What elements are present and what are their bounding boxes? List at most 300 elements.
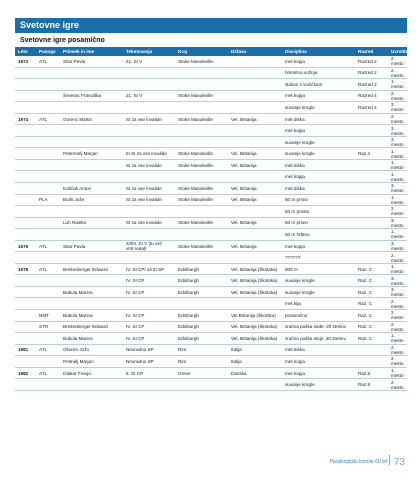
table-row	[15, 136, 407, 148]
table-cell: 1981	[15, 344, 36, 356]
table-cell: 3. mesto	[388, 125, 407, 137]
table-cell	[355, 252, 388, 264]
table-cell	[60, 79, 123, 91]
table-cell: Razred 2	[355, 67, 388, 79]
table-row	[15, 67, 407, 79]
table-cell: 2. mesto	[388, 113, 407, 125]
table-row	[15, 229, 407, 241]
table-cell	[15, 148, 36, 160]
table-cell	[355, 206, 388, 218]
table-cell	[355, 171, 388, 183]
table-cell	[15, 321, 36, 333]
table-cell: 1. mesto	[388, 148, 407, 160]
table-cell	[36, 159, 60, 171]
table-cell: met kopja	[282, 56, 355, 67]
table-cell	[123, 102, 175, 114]
table-cell: Raz. C	[355, 298, 388, 310]
table-cell: hitrostna vožnja	[282, 67, 355, 79]
table-cell	[15, 171, 36, 183]
table-row	[15, 113, 407, 125]
table-row	[15, 321, 407, 333]
table-cell: 50 m prsno	[282, 194, 355, 206]
table-cell: Italija	[228, 344, 282, 356]
table-cell: PLA	[36, 194, 60, 206]
table-cell	[60, 298, 123, 310]
table-cell	[15, 310, 36, 322]
table-cell: ATL	[36, 263, 60, 275]
table-cell: Breitenberger Edward	[60, 321, 123, 333]
table-cell: met diska	[282, 344, 355, 356]
page-footer	[300, 455, 405, 469]
table-cell	[123, 379, 175, 391]
table-cell: Stoke Mandeville	[175, 148, 228, 160]
table-cell: posamično	[282, 310, 355, 322]
table-cell: slalom z vozičkom	[282, 79, 355, 91]
column-header: Uvrstitev	[388, 47, 407, 56]
table-cell: Vel. Britanija (Škotska)	[228, 286, 282, 298]
table-cell	[123, 125, 175, 137]
table-cell: 2. mesto	[388, 252, 407, 264]
table-cell	[175, 67, 228, 79]
table-cell	[175, 252, 228, 264]
column-header: Disciplina	[282, 47, 355, 56]
table-cell: met kopja	[282, 240, 355, 252]
table-cell: IV. SI CP	[123, 321, 175, 333]
table-cell	[228, 79, 282, 91]
table-cell	[36, 298, 60, 310]
footer-separator	[389, 455, 390, 465]
table-cell	[355, 240, 388, 252]
table-body	[15, 56, 407, 390]
table-cell: 21. SI V	[123, 90, 175, 102]
table-cell	[36, 217, 60, 229]
table-row	[15, 125, 407, 137]
table-cell	[355, 183, 388, 195]
table-cell: Gorenc Martin	[60, 113, 123, 125]
table-row	[15, 356, 407, 368]
table-cell	[228, 379, 282, 391]
table-cell: 2. mesto	[388, 321, 407, 333]
table-cell	[228, 125, 282, 137]
table-cell	[15, 136, 36, 148]
table-cell	[60, 275, 123, 287]
table-cell: suvanje krogle	[282, 379, 355, 391]
table-cell	[355, 159, 388, 171]
table-cell: Stoke Mandeville	[175, 90, 228, 102]
table-row	[15, 171, 407, 183]
table-row	[15, 298, 407, 310]
table-cell	[15, 183, 36, 195]
table-cell: 1. mesto	[388, 263, 407, 275]
table-row	[15, 206, 407, 218]
table-cell: Razred 4	[355, 102, 388, 114]
table-cell	[36, 356, 60, 368]
table-cell: met diska	[282, 183, 355, 195]
table-cell	[228, 229, 282, 241]
table-cell: 2. mesto	[388, 67, 407, 79]
table-cell	[36, 333, 60, 345]
table-cell: Vel.Britanija (Škotska)	[228, 310, 282, 322]
table-cell	[60, 102, 123, 114]
table-cell	[15, 356, 36, 368]
table-cell: Sitar Pavla	[60, 56, 123, 67]
table-cell	[36, 229, 60, 241]
table-cell: Luh Rastko	[60, 217, 123, 229]
table-cell: Vel. Britanija (Škotska)	[228, 321, 282, 333]
table-cell: met kopja	[282, 367, 355, 379]
table-cell: Vel. Britanija (Škotska)	[228, 263, 282, 275]
table-cell	[60, 229, 123, 241]
table-cell	[355, 125, 388, 137]
table-cell: SI za vse invalide	[123, 217, 175, 229]
table-cell	[175, 379, 228, 391]
table-cell: Petmelj Marjan	[60, 356, 123, 368]
table-cell: Edinburgh	[175, 310, 228, 322]
table-cell: suvanje krogle	[282, 136, 355, 148]
table-row	[15, 102, 407, 114]
table-row	[15, 367, 407, 379]
table-cell: 1. mesto	[388, 171, 407, 183]
column-header: Razred	[355, 47, 388, 56]
table-cell	[15, 125, 36, 137]
table-cell: 2. mesto	[388, 206, 407, 218]
table-cell	[15, 217, 36, 229]
column-header: Kraj	[175, 47, 228, 56]
table-cell: Neuradno SP	[123, 356, 175, 368]
table-cell: 3. mesto	[388, 217, 407, 229]
table-cell	[15, 379, 36, 391]
table-cell: ATL	[36, 367, 60, 379]
table-cell	[15, 298, 36, 310]
table-cell: 3. mesto	[388, 240, 407, 252]
table-cell: Breitenberger Edward	[60, 263, 123, 275]
table-cell	[355, 194, 388, 206]
table-cell: ATL	[36, 113, 60, 125]
table-cell: zračna puška sede, 20 strelov	[282, 321, 355, 333]
table-cell: Raz. C	[355, 263, 388, 275]
table-cell: Vel. Britanija	[228, 148, 282, 160]
table-row	[15, 217, 407, 229]
table-cell: 1978	[15, 263, 36, 275]
table-row	[15, 159, 407, 171]
table-cell: Vel. Britanija (Škotska)	[228, 275, 282, 287]
table-cell: NMT	[36, 310, 60, 322]
table-cell: 5. SI CP	[123, 367, 175, 379]
table-cell: Rim	[175, 344, 228, 356]
table-cell: Rim	[175, 356, 228, 368]
table-cell	[228, 252, 282, 264]
table-cell: 1. mesto	[388, 367, 407, 379]
table-cell	[123, 79, 175, 91]
table-cell: zračna puška stoje, 20 strelov	[282, 333, 355, 345]
table-cell	[36, 252, 60, 264]
table-cell	[36, 102, 60, 114]
table-cell: Vel. Britanija (Škotska)	[228, 333, 282, 345]
table-cell: Edinburgh	[175, 275, 228, 287]
table-cell: SI za vse invalide	[123, 183, 175, 195]
table-cell: Vel. Britanija	[228, 240, 282, 252]
table-cell: 21. SI V	[123, 56, 175, 67]
table-cell: Stoke Mandeville	[175, 194, 228, 206]
table-cell	[36, 286, 60, 298]
table-cell: 50 m hrbtno	[282, 229, 355, 241]
table-cell: 3. mesto	[388, 183, 407, 195]
table-cell: met kija	[282, 298, 355, 310]
table-cell	[228, 298, 282, 310]
table-cell: 2. mesto	[388, 90, 407, 102]
table-cell	[15, 194, 36, 206]
table-row	[15, 310, 407, 322]
table-cell: Vel. Britanija	[228, 113, 282, 125]
table-cell: Edinburgh	[175, 286, 228, 298]
table-cell: Ševerac Franciška	[60, 90, 123, 102]
table-cell: Razred 2	[355, 79, 388, 91]
table-cell	[15, 206, 36, 218]
table-cell	[123, 171, 175, 183]
table-cell: 1. mesto	[388, 333, 407, 345]
table-cell: Raz.4	[355, 148, 388, 160]
section-title-bar	[15, 18, 407, 33]
table-cell: Raz. C	[355, 321, 388, 333]
table-cell: SI za vse invalide	[123, 113, 175, 125]
table-cell	[60, 67, 123, 79]
table-cell: 2. mesto	[388, 310, 407, 322]
table-cell: suvanje krogle	[282, 275, 355, 287]
table-cell: Stoke Mandeville	[175, 56, 228, 67]
table-cell: 1974	[15, 113, 36, 125]
table-cell: SI za vse invalide	[123, 194, 175, 206]
footer-text: Paralimpijski komite 60 let	[329, 459, 388, 465]
table-cell: Stoke Mandeville	[175, 240, 228, 252]
table-cell: Edinburgh	[175, 333, 228, 345]
table-cell	[15, 286, 36, 298]
table-cell: ATL	[36, 56, 60, 67]
table-cell: Izlakar Franjo	[60, 367, 123, 379]
table-cell	[15, 275, 36, 287]
column-header: Tekmovanja	[123, 47, 175, 56]
table-cell: 2. mesto	[388, 379, 407, 391]
table-row	[15, 183, 407, 195]
table-cell: 1975	[15, 240, 36, 252]
table-row	[15, 286, 407, 298]
table-cell: IV. SI CP/ ali III.SP	[123, 263, 175, 275]
table-cell	[123, 252, 175, 264]
table-cell: 1982	[15, 367, 36, 379]
table-subtitle: Svetovne igre posamično	[20, 37, 105, 44]
table-cell	[15, 102, 36, 114]
table-cell: 1. mesto	[388, 194, 407, 206]
table-cell	[123, 229, 175, 241]
table-cell: 800 m	[282, 263, 355, 275]
table-cell	[175, 79, 228, 91]
table-cell	[15, 79, 36, 91]
column-header: Leto	[15, 47, 36, 56]
table-cell	[123, 206, 175, 218]
table-cell: XXIII. SI V (tu več vrst.redal)	[123, 240, 175, 252]
table-cell	[15, 90, 36, 102]
table-cell: Raz. C	[355, 333, 388, 345]
table-row	[15, 194, 407, 206]
table-cell: Raz. C	[355, 310, 388, 322]
table-cell	[355, 136, 388, 148]
table-cell: Italija	[228, 356, 282, 368]
table-cell	[355, 217, 388, 229]
table-cell: Neuradno SP	[123, 344, 175, 356]
table-cell	[15, 229, 36, 241]
table-cell: Sitar Pavla	[60, 240, 123, 252]
table-cell	[123, 136, 175, 148]
table-cell: suvanje krogle	[282, 148, 355, 160]
table-cell: Edinburgh	[175, 321, 228, 333]
table-cell: 2. mesto	[388, 344, 407, 356]
table-cell	[36, 379, 60, 391]
table-cell: 1. mesto	[388, 159, 407, 171]
table-cell: Bubola Marina	[60, 333, 123, 345]
table-cell	[123, 298, 175, 310]
table-cell	[36, 148, 60, 160]
table-cell	[175, 102, 228, 114]
table-cell	[355, 229, 388, 241]
table-cell: Raz.8	[355, 367, 388, 379]
table-cell	[36, 275, 60, 287]
page-number: 73	[393, 457, 405, 468]
table-cell: met diska	[282, 113, 355, 125]
table-cell: Raz.8	[355, 379, 388, 391]
table-row	[15, 275, 407, 287]
table-cell	[123, 67, 175, 79]
table-cell	[228, 171, 282, 183]
table-row	[15, 240, 407, 252]
table-row	[15, 148, 407, 160]
table-cell: 1. mesto	[388, 79, 407, 91]
table-cell: Vel. Britanija	[228, 159, 282, 171]
table-cell: 50 m prsno	[282, 217, 355, 229]
column-header: Država	[228, 47, 282, 56]
table-cell: Vel. Britanija	[228, 217, 282, 229]
table-cell: IV. SI CP	[123, 310, 175, 322]
table-cell: Koščak Anton	[60, 183, 123, 195]
table-cell: Vel. Britanija	[228, 194, 282, 206]
table-cell: ATL	[36, 240, 60, 252]
table-cell: 2. mesto	[388, 56, 407, 67]
table-cell: 2. mesto	[388, 356, 407, 368]
table-cell: 3. mesto	[388, 136, 407, 148]
table-cell: Greve	[175, 367, 228, 379]
table-cell: 2. mesto	[388, 298, 407, 310]
table-cell: 1973	[15, 56, 36, 67]
table-cell: met kopja	[282, 356, 355, 368]
table-cell: Raz. C	[355, 275, 388, 287]
table-cell: Stoke Mandeville	[175, 113, 228, 125]
results-table	[15, 47, 411, 391]
table-cell: Stoke Mandeville	[175, 217, 228, 229]
table-cell	[36, 171, 60, 183]
table-cell: IV. SI CP	[123, 333, 175, 345]
table-cell	[175, 229, 228, 241]
table-cell	[15, 333, 36, 345]
table-cell	[228, 90, 282, 102]
table-cell: suvanje krogle	[282, 102, 355, 114]
table-row	[15, 333, 407, 345]
table-cell: Bubola Marina	[60, 310, 123, 322]
table-cell	[60, 206, 123, 218]
table-cell	[60, 159, 123, 171]
table-cell: SI za vse invalide	[123, 159, 175, 171]
table-cell	[15, 67, 36, 79]
table-row	[15, 379, 407, 391]
table-cell: Stoke Mandeville	[175, 183, 228, 195]
table-cell	[175, 206, 228, 218]
table-cell: Razred 4	[355, 90, 388, 102]
table-cell: Raz. C	[355, 286, 388, 298]
table-cell	[36, 67, 60, 79]
table-cell: met kopja	[282, 125, 355, 137]
table-cell: Vel. Britanija	[228, 183, 282, 195]
table-cell: 3. mesto	[388, 275, 407, 287]
section-title: Svetovne igre	[20, 20, 80, 30]
table-cell: Bubola Marina	[60, 286, 123, 298]
table-cell: ATL	[36, 344, 60, 356]
table-cell	[36, 206, 60, 218]
table-row	[15, 252, 407, 264]
table-cell: Petermelj Marjan	[60, 148, 123, 160]
table-cell	[36, 79, 60, 91]
table-cell: STR	[36, 321, 60, 333]
table-cell	[15, 159, 36, 171]
table-cell	[60, 252, 123, 264]
table-cell: ??????	[282, 252, 355, 264]
table-cell: Okoren Jožo	[60, 344, 123, 356]
table-cell: Danska	[228, 367, 282, 379]
table-cell: met diska	[282, 159, 355, 171]
table-cell	[355, 344, 388, 356]
table-cell	[228, 102, 282, 114]
table-cell: Razred 2	[355, 56, 388, 67]
table-cell	[175, 125, 228, 137]
table-cell	[228, 206, 282, 218]
table-cell	[355, 113, 388, 125]
table-row	[15, 263, 407, 275]
table-header-row	[15, 47, 407, 56]
table-cell	[36, 183, 60, 195]
table-cell: met kopja	[282, 171, 355, 183]
table-cell	[175, 136, 228, 148]
table-cell: Edinburgh	[175, 263, 228, 275]
table-cell: IV. SI CP	[123, 275, 175, 287]
table-cell	[60, 379, 123, 391]
table-row	[15, 56, 407, 67]
table-cell: 1. mesto	[388, 229, 407, 241]
table-cell: met kopja	[282, 90, 355, 102]
table-cell: 50 m prosto	[282, 206, 355, 218]
table-cell: IV. SI CP	[123, 286, 175, 298]
table-cell	[36, 136, 60, 148]
column-header: Priimek in ime	[60, 47, 123, 56]
table-cell	[15, 252, 36, 264]
table-cell	[228, 56, 282, 67]
table-row	[15, 344, 407, 356]
table-cell: 3. mesto	[388, 102, 407, 114]
table-cell	[60, 171, 123, 183]
table-cell: suvanje krogle	[282, 286, 355, 298]
table-cell: III.SI za vse invalide	[123, 148, 175, 160]
table-cell: Stoke Mandeville	[175, 159, 228, 171]
table-cell	[36, 90, 60, 102]
table-cell	[228, 136, 282, 148]
table-cell: 3. mesto	[388, 286, 407, 298]
table-cell: Burili Jože	[60, 194, 123, 206]
table-row	[15, 79, 407, 91]
